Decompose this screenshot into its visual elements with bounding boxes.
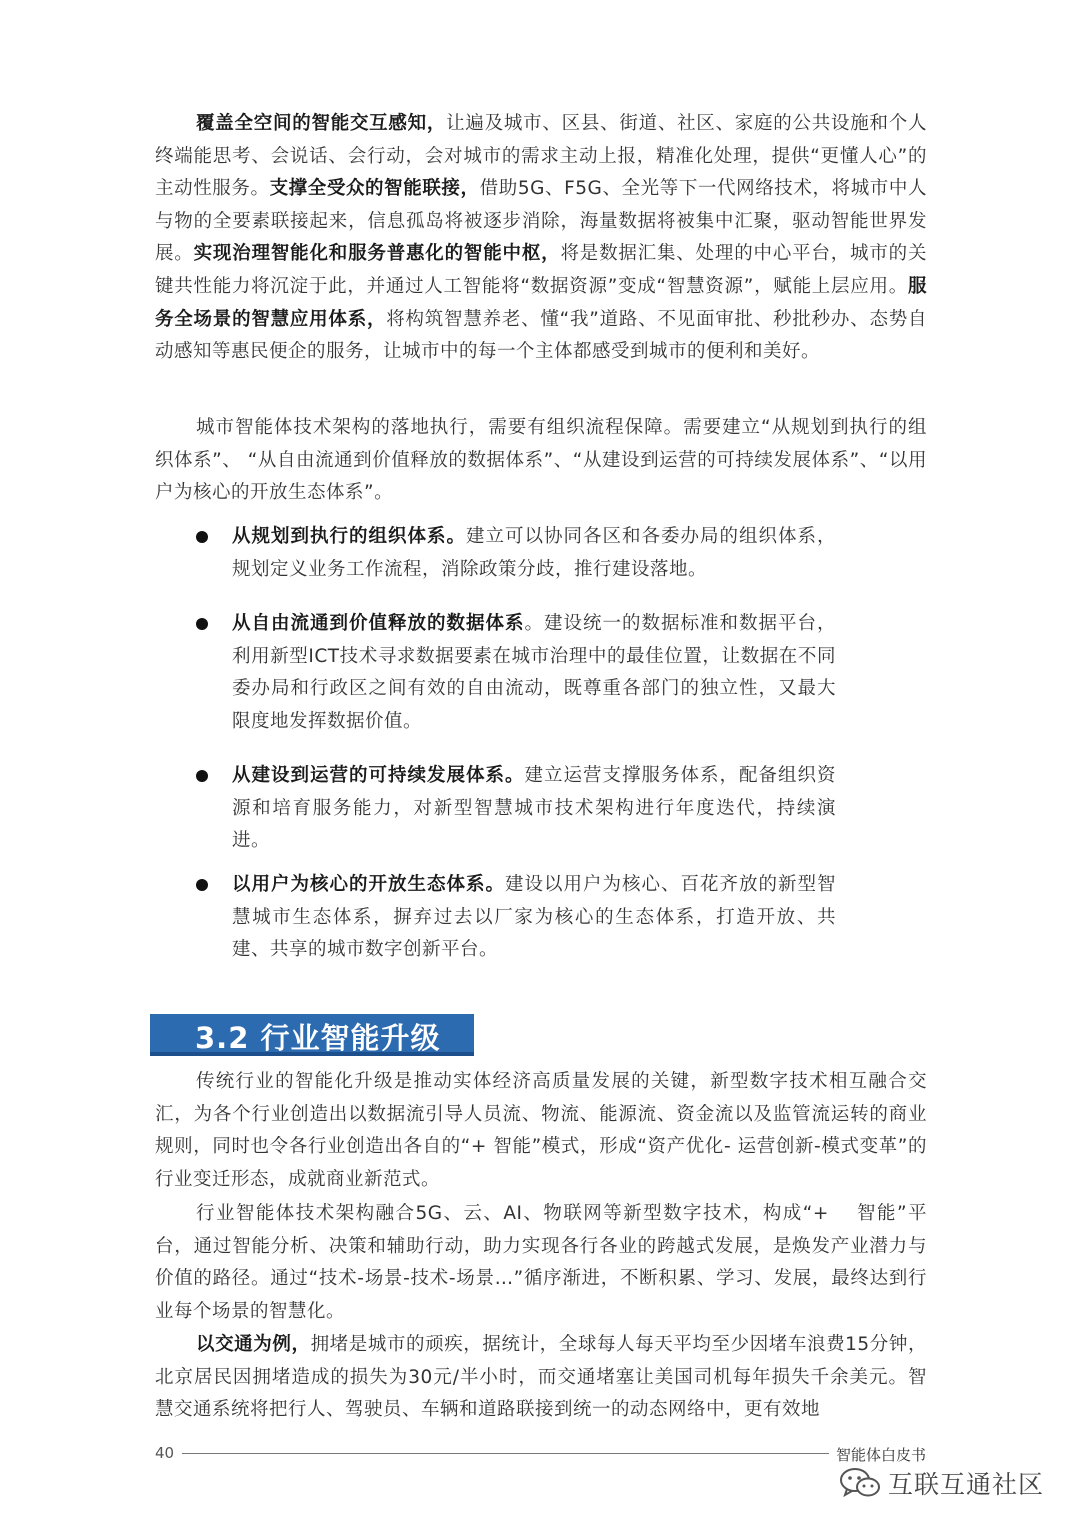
body-text: 将是数据汇集、处理的中心平台，城市的关键共性能力将沉淀于此，并通过人工智能将“数据资源”变成“智慧资源”，赋能上层应用。: [155, 243, 927, 297]
bullet-item: [196, 869, 836, 967]
bold-phrase: 实现治理智能化和服务普惠化的智能中枢，: [193, 243, 561, 265]
body-text: 借助5G、F5G、全光等下一代网络技术，将城市中人与物的全要素联接起来，信息孤岛将被逐步消除，海量数据将被集中汇聚，驱动智能世界发展。: [155, 178, 927, 265]
bullet-icon: [196, 531, 208, 543]
bold-phrase: 以交通为例，: [196, 1334, 311, 1355]
bullet-body: 建立运营支撑服务体系，配备组织资源和培育服务能力，对新型智慧城市技术架构进行年度迭代，持续演进。: [232, 765, 836, 852]
section-heading: 3.2 行业智能升级: [195, 1021, 441, 1055]
bullet-item: [196, 521, 836, 586]
paragraph-industry: 传统行业的智能化升级是推动实体经济高质量发展的关键，新型数字技术相互融合交汇，为各个行业创造出以数据流引导人员流、物流、能源流、资金流以及监管流运转的商业规则，同时也令各行业创造出各自的“+ 智能”模式，形成“资产优化- 运营创新-模式变革”的行业变迁形态，成就商业新范式。: [155, 1071, 927, 1190]
bullet-text: [232, 760, 836, 858]
body-text: 将构筑智慧养老、懂“我”道路、不见面审批、秒批秒办、态势自动感知等惠民便企的服务，让城市中的每一个主体都感受到城市的便利和美好。: [155, 308, 927, 363]
bullet-item: [196, 608, 836, 738]
body-text: 让遍及城市、区县、街道、社区、家庭的公共设施和个人终端能思考、会说话、会行动，会对城市的需求主动上报，精准化处理，提供“更懂人心”的主动性服务。: [155, 113, 927, 200]
bullet-icon: [196, 879, 208, 891]
bullet-icon: [196, 770, 208, 782]
watermark-text: 互联互通社区: [888, 1470, 1045, 1499]
bullet-body: 。建设统一的数据标准和数据平台，利用新型ICT技术寻求数据要素在城市治理中的最佳位置，让数据在不同委办局和行政区之间有效的自由流动，既尊重各部门的独立性，又最大限度地发挥数据价值。: [232, 613, 836, 732]
bold-phrase: 覆盖全空间的智能交互感知，: [196, 113, 447, 134]
bullet-bold: 从建设到运营的可持续发展体系。: [232, 765, 525, 786]
paragraph-traffic: [155, 1329, 927, 1427]
bullet-icon: [196, 618, 208, 630]
bold-phrase: 服务全场景的智慧应用体系，: [155, 275, 927, 330]
footer-divider: [182, 1453, 829, 1454]
section-heading-bar: [150, 1014, 474, 1056]
page-number: 40: [155, 1444, 175, 1462]
bullet-bold: 以用户为核心的开放生态体系。: [232, 874, 505, 895]
bullet-bold: 从自由流通到价值释放的数据体系: [232, 613, 525, 634]
book-title: 智能体白皮书: [836, 1446, 927, 1464]
bullet-body: 建设以用户为核心、百花齐放的新型智慧城市生态体系，摒弃过去以厂家为核心的生态体系，打造开放、共建、共享的城市数字创新平台。: [232, 874, 836, 961]
bullet-text: [232, 521, 836, 586]
bullet-bold: 从规划到执行的组织体系。: [232, 526, 466, 547]
bold-phrase: 支撑全受众的智能联接，: [269, 178, 480, 200]
bullet-text: [232, 608, 836, 738]
bullet-body: 建立可以协同各区和各委办局的组织体系，规划定义业务工作流程，消除政策分歧，推行建设落地。: [232, 526, 836, 580]
body-text: 拥堵是城市的顽疾，据统计，全球每人每天平均至少因堵车浪费15分钟，北京居民因拥堵造成的损失为30元/半小时，而交通堵塞让美国司机每年损失千余美元。智慧交通系统将把行人、驾驶员、车辆和道路联接到统一的动态网络中，更有效地: [155, 1334, 927, 1421]
paragraph-organization: 城市智能体技术架构的落地执行，需要有组织流程保障。需要建立“从规划到执行的组织体系”、 “从自由流通到价值释放的数据体系”、“从建设到运营的可持续发展体系”、“以用户为核心的开放生态体系”。: [155, 417, 927, 504]
bullet-text: [232, 869, 836, 967]
watermark: [838, 1463, 1044, 1503]
paragraph-intro: [155, 108, 927, 369]
paragraph-architecture: 行业智能体技术架构融合5G、云、AI、物联网等新型数字技术，构成“+ 智能”平台，通过智能分析、决策和辅助行动，助力实现各行各业的跨越式发展，是焕发产业潜力与价值的路径。通过“技术-场景-技术-场景…”循序渐进，不断积累、学习、发展，最终达到行业每个场景的智慧化。: [155, 1203, 927, 1322]
wechat-icon: [838, 1465, 882, 1501]
bullet-item: [196, 760, 836, 858]
